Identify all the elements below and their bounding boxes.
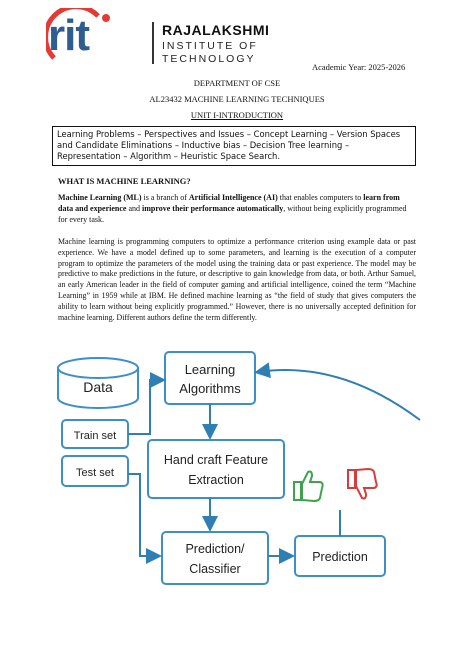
learning-algorithms-box [165,352,255,404]
text-run: is a branch of [141,193,189,202]
brand-line-3: TECHNOLOGY [162,53,256,65]
feature-label-2: Extraction [188,473,244,487]
train-set-label: Train set [73,430,117,442]
emphasis-improve: improve their performance automatically [142,204,284,213]
course-title: AL23432 MACHINE LEARNING TECHNIQUES [149,94,325,104]
term-ml: Machine Learning (ML) [58,193,142,202]
test-set-label: Test set [76,467,114,479]
arrow-feedback-to-learning [258,370,420,420]
learning-label-2: Algorithms [179,381,241,396]
term-ai: Artificial Intelligence (AI) [188,193,278,202]
text-run: , without being explicitly programmed for every task. [58,204,407,224]
data-label: Data [83,379,113,395]
text-run: and [126,204,142,213]
academic-year: Academic Year: 2025-2026 [312,62,406,72]
data-cylinder [58,358,138,408]
unit-title: UNIT I-INTRODUCTION [190,110,284,120]
feature-extraction-box [148,440,284,498]
thumbs-down-icon [348,469,377,499]
brand-name: RAJALAKSHMI [162,22,270,38]
brand-line-2: INSTITUTE OF [162,40,258,52]
logo-text: rit [48,11,89,60]
feature-label-1: Hand craft Feature [163,453,269,467]
department-title: DEPARTMENT OF CSE [193,78,281,88]
learning-label-1: Learning [184,362,236,377]
thumbs-up-icon [294,472,323,502]
classifier-label-1: Prediction/ [185,542,245,556]
prediction-label: Prediction [312,550,368,564]
classifier-box [162,532,268,584]
text-run: that enables computers to [277,193,364,202]
syllabus-topics-box: Learning Problems – Perspectives and Issues – Concept Learning – Version Spaces and Candidate Eliminations – Inductive bias – Decision Tree learning – Representation – Algorithm – Heuristic Space Search. [52,126,416,166]
body-paragraph: Machine learning is programming computers to optimize a performance criterion using example data or past experience. We have a model defined up to some parameters, and learning is the execution of a computer program to optimize the parameters of the model using the training data or past experience. The model may be predictive to make predictions in the future, or descriptive to gain knowledge from data, or both. Arthur Samuel, an early American leader in the field of computer gaming and artificial intelligence, coined the term “Machine Learning” in 1959 while at IBM. He defined machine learning as “the field of study that gives computers the ability to learn without being explicitly programmed.” However, there is no universally accepted definition for machine learning. Different authors define the term differently. [58,237,416,322]
classifier-label-2: Classifier [189,562,241,576]
section-heading: WHAT IS MACHINE LEARNING? [58,176,191,186]
emphasis-learn: learn from data and experience [58,193,400,213]
